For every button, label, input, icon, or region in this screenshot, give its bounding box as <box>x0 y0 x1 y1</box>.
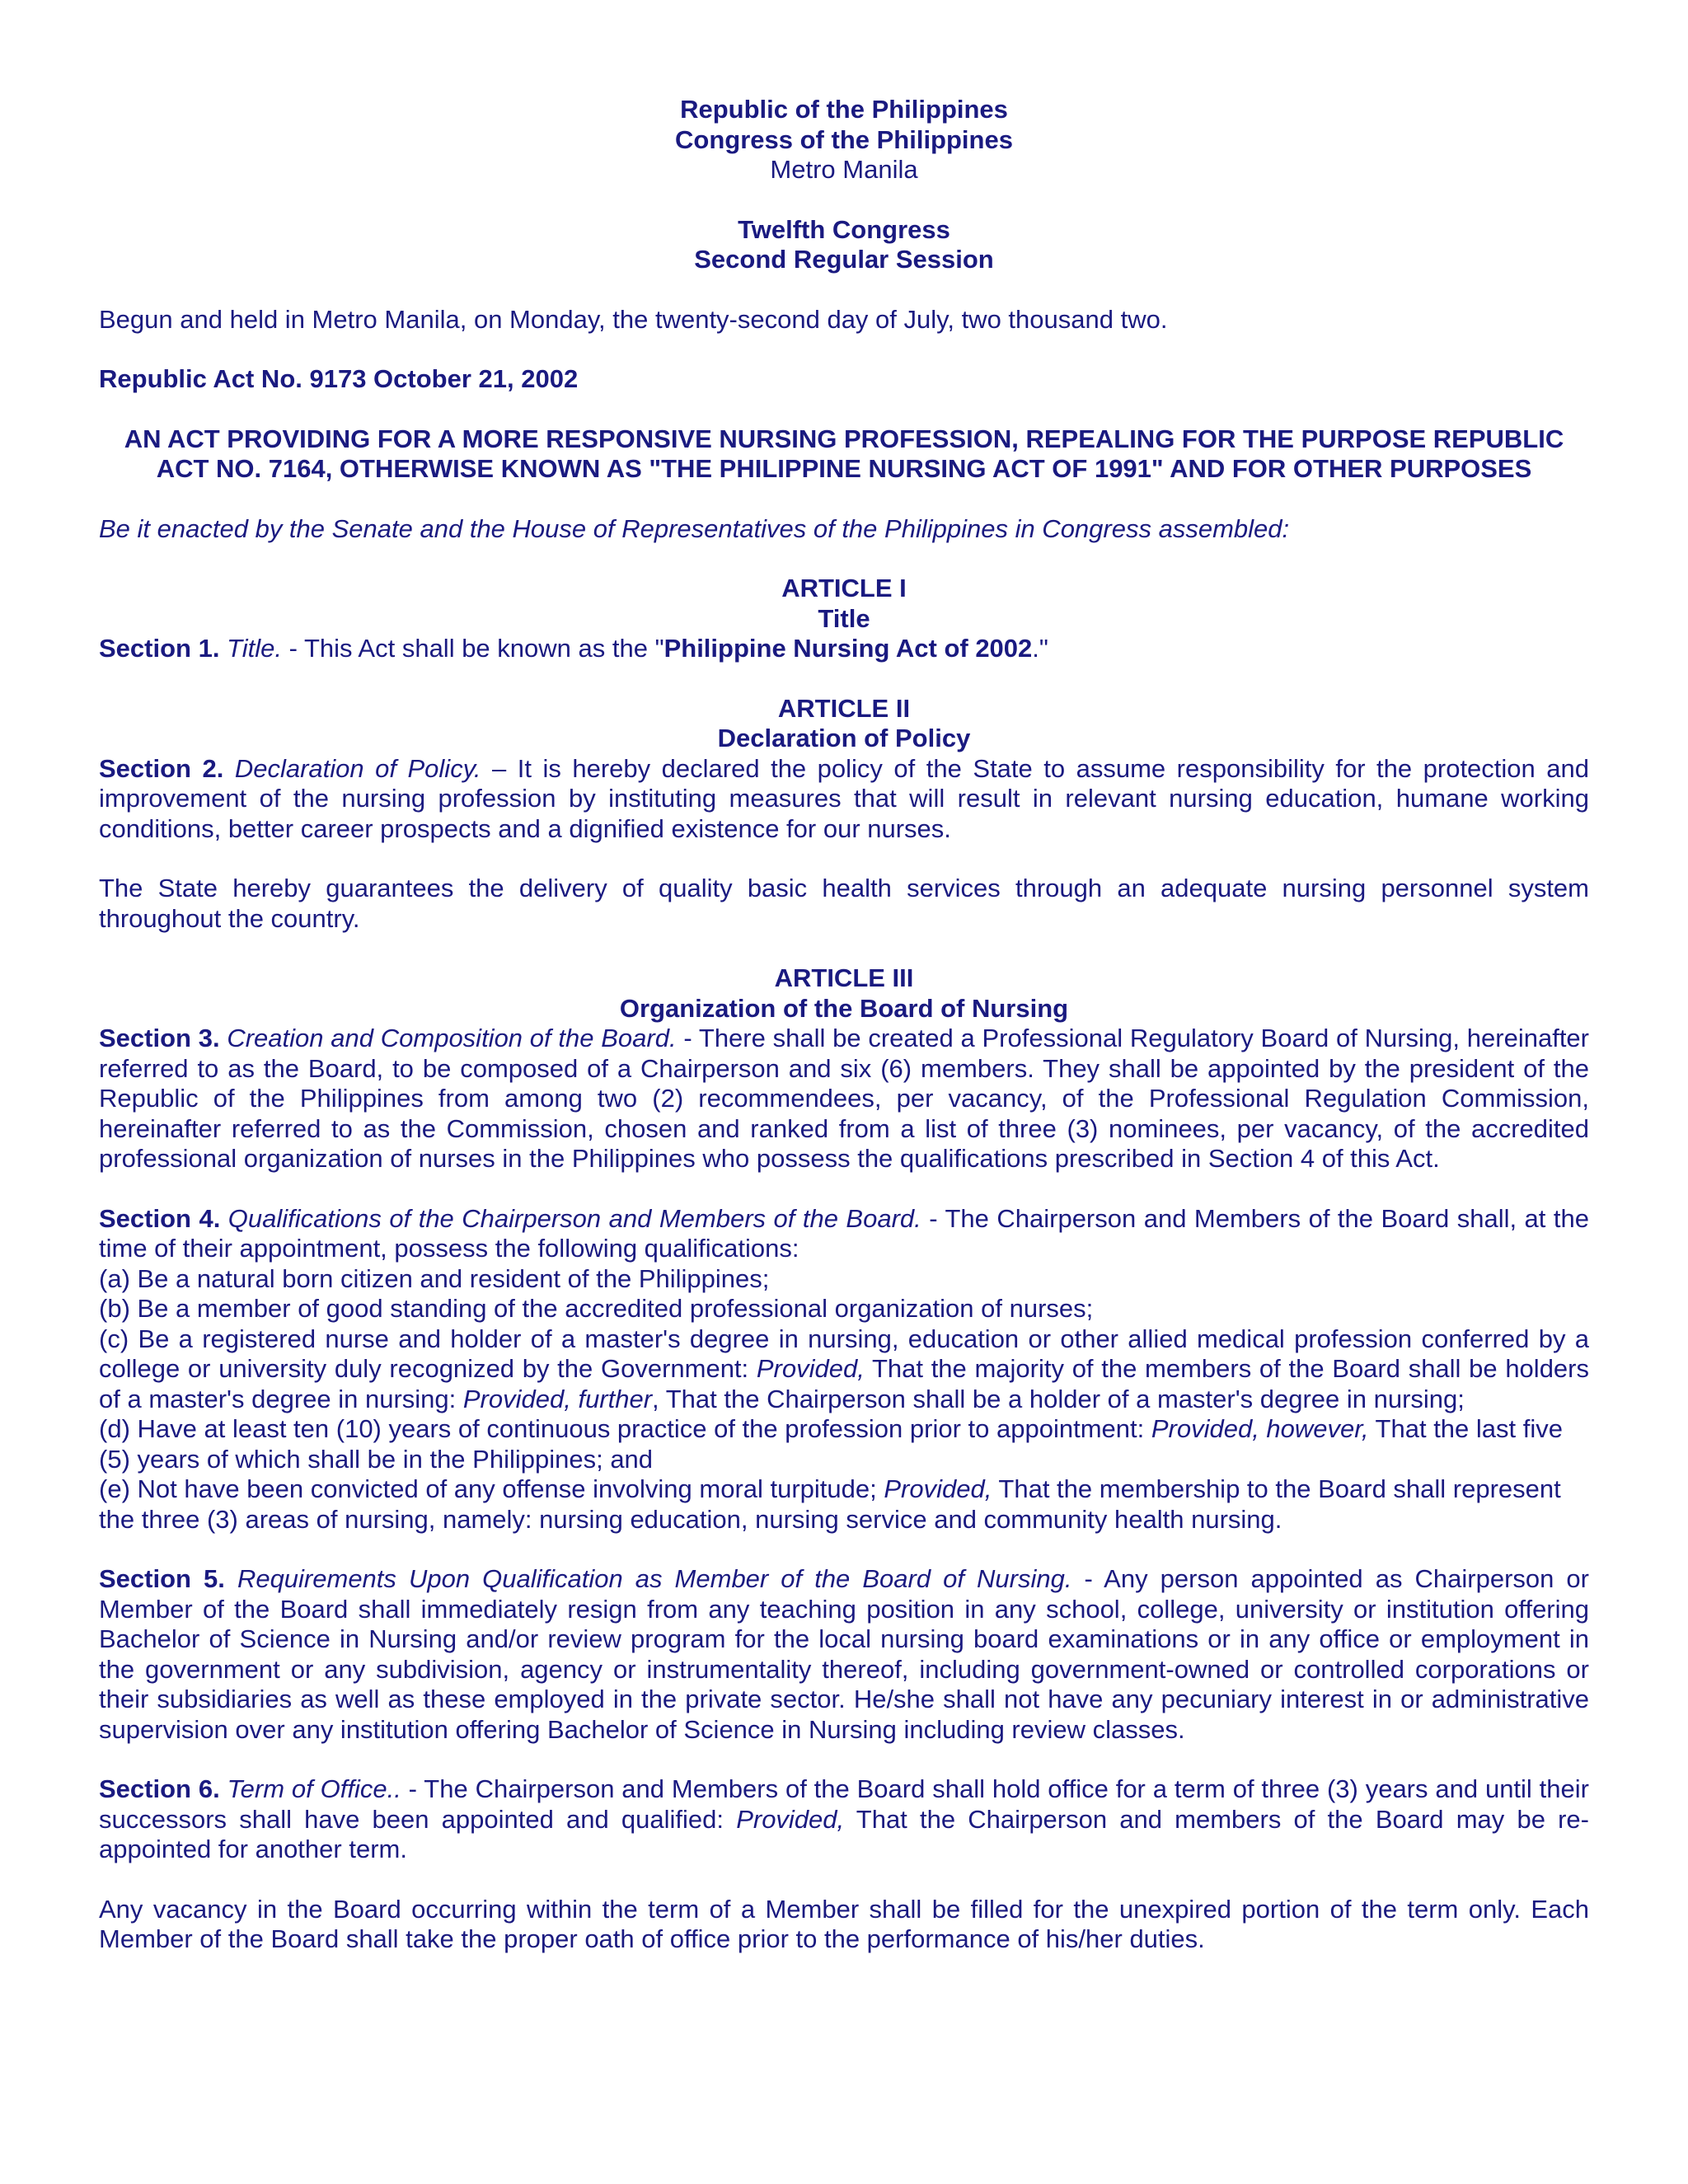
section-2-text: – It is hereby declared the policy of the State to assume responsibility for the protection and improvement of the nursing profession by instituting measures that will result in relevant nursing education, humane working conditions, better career prospects and a dignified existence for our nurses. <box>99 753 1590 843</box>
document-header <box>99 95 1589 275</box>
qualification-b: (b) Be a member of good standing of the accredited professional organization of nurses; <box>99 1294 1094 1323</box>
qualification-c-proviso-1: Provided, <box>756 1354 865 1383</box>
section-1-label: Section 1. <box>99 634 220 663</box>
qualification-e <box>99 1474 1589 1535</box>
section-2-paragraph-2: The State hereby guarantees the delivery of quality basic health services through an adequate nursing personnel system throughout the country. <box>99 874 1589 933</box>
section-3 <box>99 1024 1589 1174</box>
header-republic: Republic of the Philippines <box>680 95 1008 124</box>
section-4-label: Section 4. <box>99 1203 221 1233</box>
qualification-c-text-3: , That the Chairperson shall be a holder of a master's degree in nursing; <box>652 1384 1465 1413</box>
section-2 <box>99 754 1589 845</box>
section-3-label: Section 3. <box>99 1024 220 1052</box>
article-3-heading: ARTICLE III <box>774 963 914 992</box>
section-5-text: - Any person appointed as Chairperson or Member of the Board shall immediately resign from any teaching position in any school, college, university or institution offering Bachelor of Science in Nursing and/or review program for the local nursing board examinations or in any office or employment in the government or any subdivision, agency or instrumentality thereof, including government-owned or controlled corporations or their subsidiaries as well as these employed in the private sector. He/she shall not have any pecuniary interest in or administrative supervision over any institution offering Bachelor of Science in Nursing including review classes. <box>99 1564 1589 1744</box>
section-4 <box>99 1204 1589 1535</box>
section-6-proviso: Provided, <box>736 1804 845 1834</box>
article-2-title: Declaration of Policy <box>717 724 971 752</box>
vacancy-paragraph: Any vacancy in the Board occurring within the term of a Member shall be filled for the unexpired portion of the term only. Each Member of the Board shall take the proper oath of office prior to the performance of his/her duties. <box>99 1894 1589 1953</box>
qualification-e-proviso: Provided, <box>884 1474 992 1503</box>
qualification-c-text-2: That the majority of the members of the Board shall be holders of a master's degree in nursing: <box>99 1354 1589 1413</box>
section-6-text-2: That the Chairperson and members of the Board may be re-appointed for another term. <box>99 1804 1589 1863</box>
section-1-text-a: - This Act shall be known as the " <box>281 634 664 663</box>
section-1-text-b: ." <box>1032 634 1048 663</box>
section-4-text: - The Chairperson and Members of the Board shall, at the time of their appointment, possess the following qualifications: <box>99 1203 1589 1263</box>
congress-number: Twelfth Congress <box>738 214 950 244</box>
section-2-name: Declaration of Policy. <box>234 753 481 783</box>
section-3-name: Creation and Composition of the Board. <box>227 1024 677 1052</box>
article-1 <box>99 574 1589 664</box>
qualification-d-proviso: Provided, however, <box>1151 1414 1369 1443</box>
enacting-clause: Be it enacted by the Senate and the House of Representatives of the Philippines in Congress assembled: <box>99 513 1290 543</box>
begun-statement: Begun and held in Metro Manila, on Monday, the twenty-second day of July, two thousand two. <box>99 304 1168 334</box>
article-2 <box>99 694 1589 935</box>
section-5 <box>99 1564 1589 1745</box>
section-1 <box>99 634 1589 664</box>
section-6-label: Section 6. <box>99 1774 220 1803</box>
act-number: Republic Act No. 9173 October 21, 2002 <box>99 364 579 393</box>
qualification-c-text-1: (c) Be a registered nurse and holder of a master's degree in nursing, education or other allied medical profession conferred by a college or university duly recognized by the Government: <box>99 1324 1589 1383</box>
qualification-d <box>99 1414 1589 1474</box>
section-1-act-name: Philippine Nursing Act of 2002 <box>663 634 1033 663</box>
session-name: Second Regular Session <box>694 245 994 274</box>
header-location: Metro Manila <box>770 155 918 184</box>
section-5-name: Requirements Upon Qualification as Member of the Board of Nursing. <box>237 1564 1072 1593</box>
section-4-intro <box>99 1204 1589 1264</box>
header-congress: Congress of the Philippines <box>675 124 1013 154</box>
section-2-label: Section 2. <box>99 753 224 783</box>
article-1-heading: ARTICLE I <box>781 574 907 602</box>
qualification-e-text-1: (e) Not have been convicted of any offense involving moral turpitude; <box>99 1474 884 1503</box>
section-5-label: Section 5. <box>99 1564 225 1593</box>
qualification-d-text-1: (d) Have at least ten (10) years of continuous practice of the profession prior to appointment: <box>99 1414 1151 1443</box>
section-1-name: Title. <box>227 634 282 663</box>
section-4-name: Qualifications of the Chairperson and Members of the Board. <box>227 1203 921 1233</box>
section-6 <box>99 1774 1589 1865</box>
article-3 <box>99 963 1589 1955</box>
section-6-text-1: - The Chairperson and Members of the Board shall hold office for a term of three (3) years and until their successors shall have been appointed and qualified: <box>99 1774 1589 1834</box>
qualification-a: (a) Be a natural born citizen and resident of the Philippines; <box>99 1263 770 1293</box>
qualification-c <box>99 1324 1589 1415</box>
section-3-text: - There shall be created a Professional Regulatory Board of Nursing, hereinafter referred to as the Board, to be composed of a Chairperson and six (6) members. They shall be appointed by the president of the Republic of the Philippines from among two (2) recommendees, per vacancy, of the Professional Regulation Commission, hereinafter referred to as the Commission, chosen and ranked from a list of three (3) nominees, per vacancy, of the accredited professional organization of nurses in the Philippines who possess the qualifications prescribed in Section 4 of this Act. <box>99 1024 1589 1173</box>
act-title: AN ACT PROVIDING FOR A MORE RESPONSIVE NURSING PROFESSION, REPEALING FOR THE PURPOSE REPUBLIC ACT NO. 7164, OTHERWISE KNOWN AS "THE PHILIPPINE NURSING ACT OF 1991" AND FOR OTHER PURPOSES <box>124 424 1564 483</box>
qualification-c-proviso-2: Provided, further <box>462 1384 653 1413</box>
qualification-e-text-2: That the membership to the Board shall represent the three (3) areas of nursing, namely: nursing education, nursing service and community health nursing. <box>99 1474 1561 1534</box>
article-3-title: Organization of the Board of Nursing <box>619 993 1069 1023</box>
article-1-title: Title <box>818 603 870 633</box>
article-2-heading: ARTICLE II <box>777 693 911 723</box>
qualification-d-text-2: That the last five (5) years of which shall be in the Philippines; and <box>99 1414 1563 1474</box>
section-6-name: Term of Office.. <box>227 1774 401 1803</box>
